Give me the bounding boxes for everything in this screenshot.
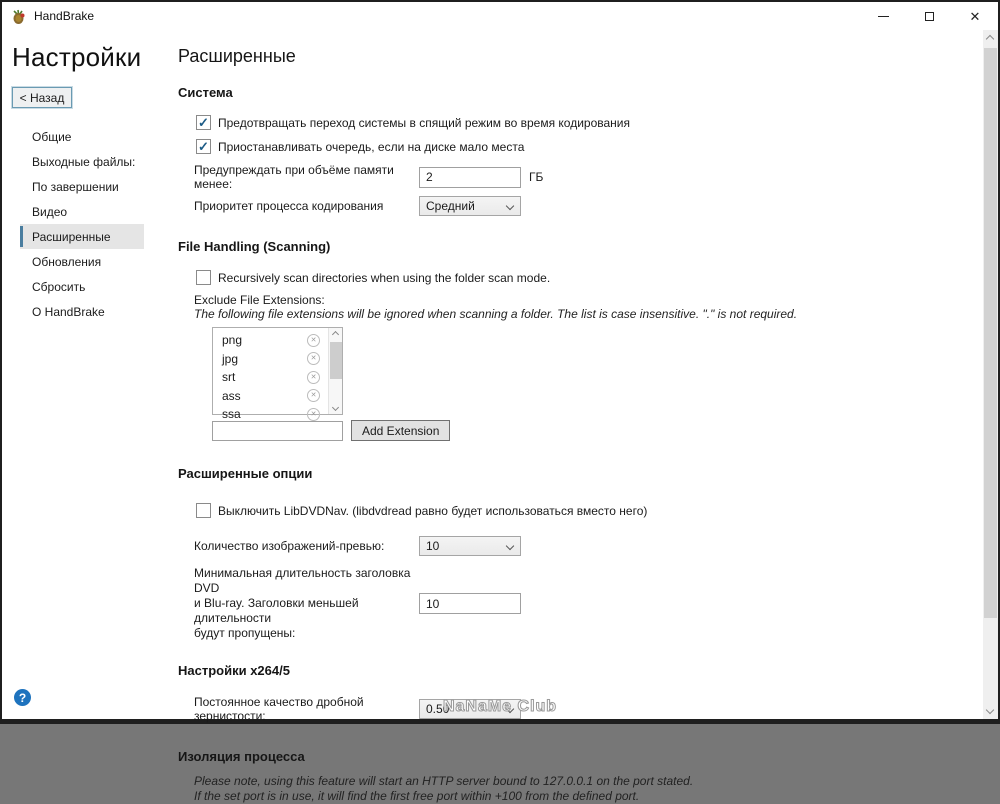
sidebar-item-label: Расширенные <box>32 229 111 244</box>
min-duration-row <box>194 566 984 641</box>
selection-accent-bar <box>20 226 23 247</box>
watermark: NaNaMe Club <box>442 698 558 715</box>
prevent-sleep-label: Предотвращать переход системы в спящий режим во время кодирования <box>218 115 631 130</box>
scroll-down-icon <box>332 404 339 411</box>
sidebar-item-7[interactable] <box>2 274 167 299</box>
sidebar-item-label: О HandBrake <box>32 304 105 319</box>
sidebar-item-label: Обновления <box>32 254 102 269</box>
min-duration-line2: и Blu-ray. Заголовки меньшей длительности <box>194 596 359 625</box>
extension-row[interactable] <box>213 368 342 387</box>
sidebar-nav <box>2 124 167 324</box>
sidebar-item-label: Сбросить <box>32 279 86 294</box>
extension-label: ass <box>222 388 241 403</box>
main-scrollbar[interactable] <box>983 30 998 719</box>
recursive-scan-checkbox[interactable] <box>196 270 211 285</box>
recursive-scan-label: Recursively scan directories when using the folder scan mode. <box>218 270 551 285</box>
section-system-heading: Система <box>178 85 233 100</box>
recursive-scan-row <box>196 270 984 285</box>
section-file-handling-heading: File Handling (Scanning) <box>178 239 331 254</box>
close-icon[interactable]: ✕ <box>969 8 981 24</box>
preview-count-row <box>194 536 984 556</box>
settings-title: Настройки <box>12 42 142 72</box>
sidebar-item-label: Выходные файлы: <box>32 154 136 169</box>
extension-label: srt <box>222 370 236 385</box>
libdvdnav-label: Выключить LibDVDNav. (libdvdread равно будет использоваться вместо него) <box>218 503 648 518</box>
sidebar-item-3[interactable] <box>2 174 167 199</box>
isolation-note-line2: If the set port is in use, it will find the first free port within +100 from the defined port. <box>194 789 640 803</box>
chevron-down-icon <box>506 202 514 210</box>
low-memory-input[interactable] <box>419 167 521 188</box>
sidebar-item-1[interactable] <box>2 124 167 149</box>
main-scroll-thumb[interactable] <box>984 48 997 618</box>
isolation-note-line1: Please note, using this feature will start an HTTP server bound to 127.0.0.1 on the port stated. <box>194 774 694 788</box>
sidebar-item-6[interactable] <box>2 249 167 274</box>
pause-queue-checkbox[interactable] <box>196 139 211 154</box>
pause-queue-label: Приостанавливать очередь, если на диске мало места <box>218 139 525 154</box>
priority-select[interactable] <box>419 196 521 216</box>
sidebar-item-label: Общие <box>32 129 72 144</box>
maximize-icon[interactable] <box>906 2 952 30</box>
priority-value: Средний <box>426 199 475 213</box>
min-duration-input[interactable] <box>419 593 521 614</box>
preview-count-value: 10 <box>426 539 440 553</box>
libdvdnav-row <box>196 503 984 518</box>
low-memory-row <box>194 163 984 191</box>
handbrake-app-icon <box>10 8 27 25</box>
minimize-icon[interactable] <box>860 2 906 30</box>
settings-content <box>178 30 984 803</box>
remove-extension-icon[interactable] <box>307 389 320 402</box>
new-extension-input[interactable] <box>212 421 343 441</box>
window-title: HandBrake <box>34 9 95 23</box>
title-bar <box>2 2 998 30</box>
min-duration-label <box>194 566 419 641</box>
extensions-listbox[interactable] <box>212 327 343 422</box>
scroll-up-icon <box>986 35 994 43</box>
page-title: Расширенные <box>178 46 296 66</box>
min-duration-line3: будут пропущены: <box>194 626 296 640</box>
window-controls <box>860 2 998 30</box>
granularity-label: Постоянное качество дробной зернистости: <box>194 695 364 723</box>
granularity-value: 0.50 <box>426 702 450 716</box>
remove-extension-icon[interactable] <box>307 352 320 365</box>
section-isolation-heading: Изоляция процесса <box>178 749 305 764</box>
back-button[interactable]: < Назад <box>12 87 72 108</box>
priority-label: Приоритет процесса кодирования <box>194 199 384 213</box>
pause-queue-row <box>196 139 984 154</box>
sidebar-item-label: По завершении <box>32 179 119 194</box>
preview-count-label: Количество изображений-превью: <box>194 539 385 553</box>
chevron-down-icon <box>506 542 514 550</box>
low-memory-unit: ГБ <box>529 170 544 184</box>
scroll-down-icon <box>986 706 994 714</box>
prevent-sleep-checkbox[interactable] <box>196 115 211 130</box>
extension-row[interactable] <box>213 387 342 406</box>
scroll-up-icon <box>332 331 339 338</box>
listbox-scroll-thumb[interactable] <box>330 342 342 379</box>
remove-extension-icon[interactable] <box>307 334 320 347</box>
prevent-sleep-row <box>196 115 984 130</box>
sidebar-item-8[interactable] <box>2 299 167 324</box>
low-memory-label: Предупреждать при объёме памяти менее: <box>194 163 394 191</box>
sidebar-item-label: Видео <box>32 204 68 219</box>
exclude-extensions-note: The following file extensions will be ignored when scanning a folder. The list is case insensitive. "." is not required. <box>194 307 798 321</box>
listbox-scrollbar[interactable] <box>328 328 342 414</box>
extension-row[interactable] <box>213 405 342 424</box>
sidebar-item-2[interactable] <box>2 149 167 174</box>
extension-label: ssa <box>222 407 241 422</box>
add-extension-button[interactable]: Add Extension <box>351 420 450 441</box>
remove-extension-icon[interactable] <box>307 408 320 421</box>
priority-row <box>194 196 984 216</box>
sidebar-item-4[interactable] <box>2 199 167 224</box>
extension-label: png <box>222 333 243 348</box>
exclude-extensions-label: Exclude File Extensions: <box>194 293 325 307</box>
extension-row[interactable] <box>213 331 342 350</box>
remove-extension-icon[interactable] <box>307 371 320 384</box>
extension-row[interactable] <box>213 350 342 369</box>
settings-sidebar <box>2 30 167 719</box>
preview-count-select[interactable] <box>419 536 521 556</box>
libdvdnav-checkbox[interactable] <box>196 503 211 518</box>
help-icon[interactable]: ? <box>14 689 31 706</box>
min-duration-line1: Минимальная длительность заголовка DVD <box>194 566 411 595</box>
section-x264-heading: Настройки x264/5 <box>178 663 290 678</box>
section-advanced-options-heading: Расширенные опции <box>178 466 313 481</box>
sidebar-item-5[interactable] <box>2 224 167 249</box>
extension-label: jpg <box>222 351 239 366</box>
